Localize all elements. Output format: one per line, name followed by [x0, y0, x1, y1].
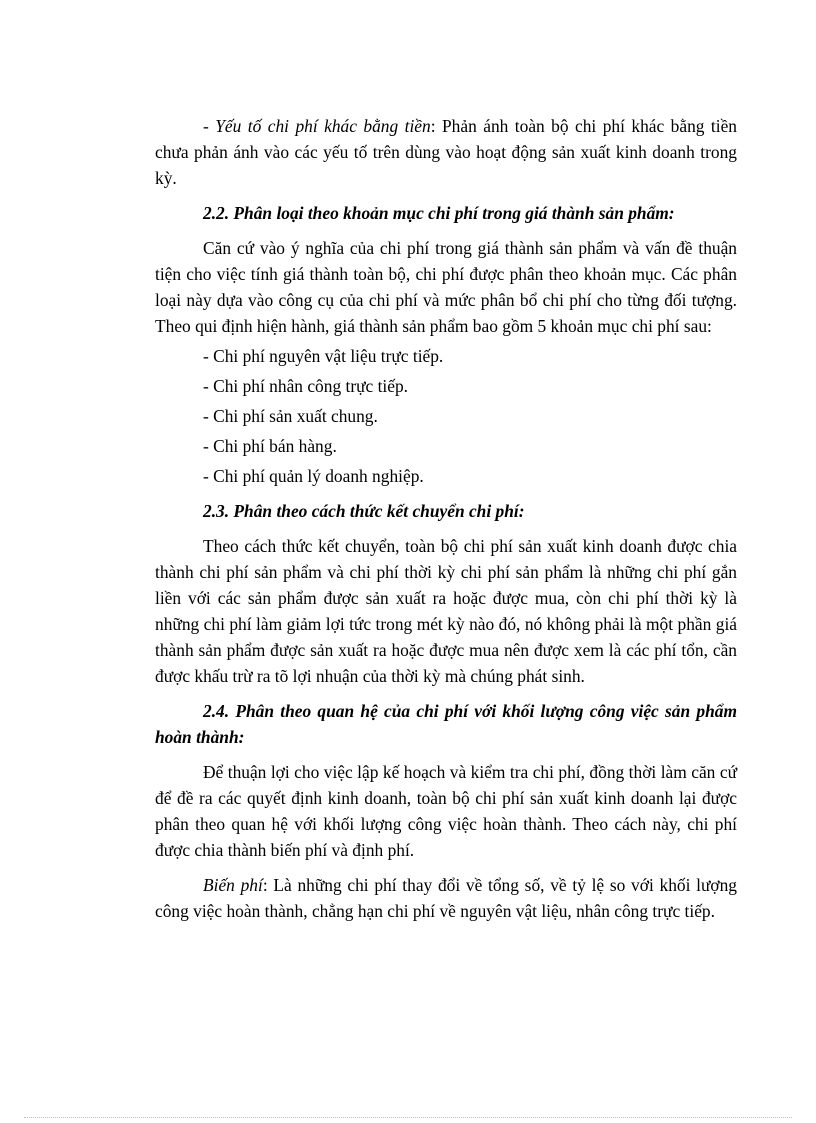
- term-other-costs: Yếu tố chi phí khác bằng tiền: [215, 116, 431, 136]
- heading-2-4: 2.4. Phân theo quan hệ của chi phí với khối lượng công việc sản phẩm hoàn thành:: [155, 701, 737, 747]
- list-item: - Chi phí nguyên vật liệu trực tiếp.: [203, 346, 444, 366]
- list-item: - Chi phí sản xuất chung.: [203, 406, 378, 426]
- paragraph-volume-relation: Để thuận lợi cho việc lập kế hoạch và kiểm tra chi phí, đồng thời làm căn cứ để đề ra các quyết định kinh doanh, toàn bộ chi phí sản xuất kinh doanh lại được phân theo quan hệ với khối lượng công việc hoàn thành. Theo cách này, chi phí được chia thành biến phí và định phí.: [155, 762, 737, 860]
- paragraph-text: : Phản ánh toàn bộ chi phí khác bằng tiền chưa phản ánh vào các yếu tố trên dùng vào hoạt động sản xuất kinh doanh trong kỳ.: [155, 116, 737, 188]
- paragraph-other-costs: [155, 113, 737, 191]
- paragraph-cost-transfer: Theo cách thức kết chuyển, toàn bộ chi phí sản xuất kinh doanh được chia thành chi phí sản phẩm và chi phí thời kỳ chi phí sản phẩm là những chi phí gắn liền với các sản phẩm được sản xuất ra hoặc được mua, còn chi phí thời kỳ là những chi phí làm giảm lợi tức trong mét kỳ nào đó, nó không phải là một phần giá thành sản phẩm được sản xuất ra hoặc được mua nên được xem là các phí tổn, cần được khấu trừ ra tõ lợi nhuận của thời kỳ mà chúng phát sinh.: [155, 536, 737, 686]
- dash: -: [203, 116, 216, 136]
- paragraph-text: : Là những chi phí thay đổi về tổng số, về tỷ lệ so với khối lượng công việc hoàn thành, chẳng hạn chi phí về nguyên vật liệu, nhân công trực tiếp.: [155, 875, 737, 921]
- term-variable-cost: Biến phí: [203, 875, 263, 895]
- heading-2-3: 2.3. Phân theo cách thức kết chuyển chi phí:: [203, 501, 525, 521]
- page-bottom-divider: [24, 1117, 792, 1118]
- paragraph-cost-items: Căn cứ vào ý nghĩa của chi phí trong giá thành sản phẩm và vấn đề thuận tiện cho việc tính giá thành toàn bộ, chi phí được phân theo khoản mục. Các phân loại này dựa vào công cụ của chi phí và mức phân bổ chi phí cho từng đối tượng. Theo qui định hiện hành, giá thành sản phẩm bao gồm 5 khoản mục chi phí sau:: [155, 238, 737, 336]
- document-page: [155, 113, 737, 924]
- paragraph-variable-cost: [155, 872, 737, 924]
- heading-2-2: 2.2. Phân loại theo khoản mục chi phí trong giá thành sản phẩm:: [203, 203, 675, 223]
- list-item: - Chi phí bán hàng.: [203, 436, 337, 456]
- list-item: - Chi phí nhân công trực tiếp.: [203, 376, 409, 396]
- list-item: - Chi phí quản lý doanh nghiệp.: [203, 466, 424, 486]
